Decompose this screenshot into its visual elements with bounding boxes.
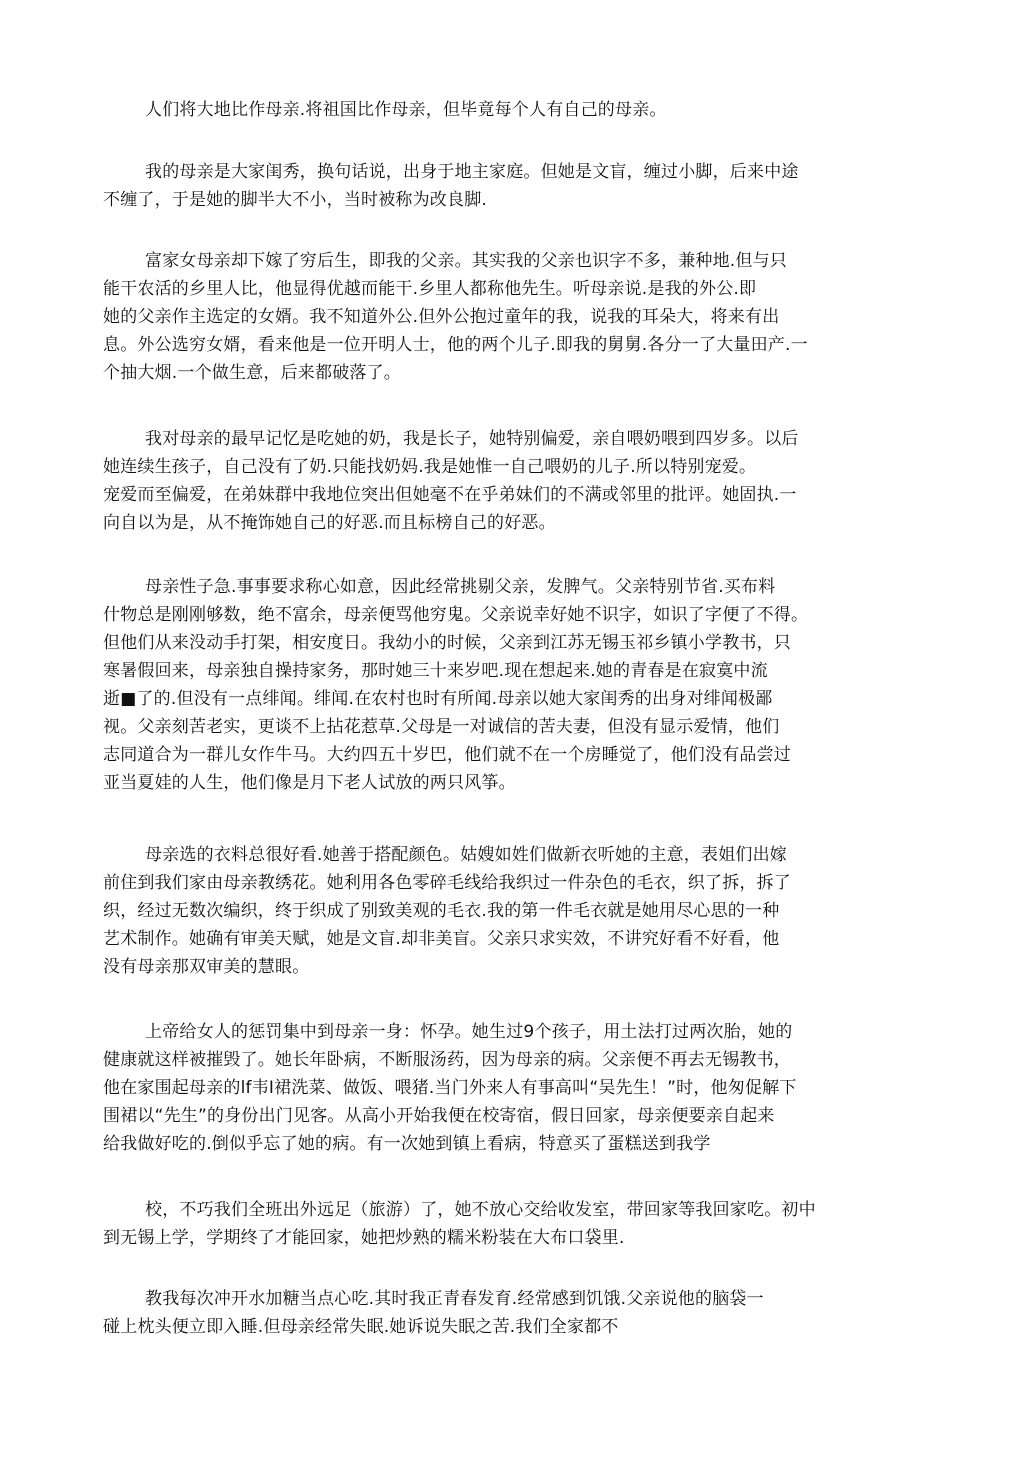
text-line: 我对母亲的最早记忆是吃她的奶，我是长子，她特别偏爱，亲自喂奶喂到四岁多。以后 bbox=[145, 429, 799, 449]
text-line: 什物总是刚刚够数，绝不富余，母亲便骂他穷鬼。父亲说幸好她不识字，如识了字便了不得。 bbox=[103, 605, 809, 625]
paragraph-9 bbox=[103, 1285, 903, 1341]
text-line: 逝■了的.但没有一点绯闻。绯闻.在农村也时有所闻.母亲以她大家闺秀的出身对绯闻极鄙 bbox=[103, 689, 773, 709]
paragraph-1 bbox=[103, 96, 903, 124]
text-line: 母亲选的衣料总很好看.她善于搭配颜色。姑嫂如姓们做新衣听她的主意，表姐们出嫁 bbox=[145, 845, 788, 865]
text-line: 他在家围起母亲的lf韦I裙洗菜、做饭、喂猪.当门外来人有事高叫“吴先生！”时，他匆促解下 bbox=[103, 1078, 797, 1098]
paragraph-8 bbox=[103, 1196, 903, 1252]
text-line: 富家女母亲却下嫁了穷后生，即我的父亲。其实我的父亲也识字不多，兼种地.但与只 bbox=[145, 251, 788, 271]
text-line: 母亲性子急.事事要求称心如意，因此经常挑剔父亲，发脾气。父亲特别节省.买布料 bbox=[145, 577, 776, 597]
paragraph-2 bbox=[103, 158, 903, 214]
text-line: 能干农活的乡里人比，他显得优越而能干.乡里人都称他先生。听母亲说.是我的外公.即 bbox=[103, 279, 757, 299]
paragraph-7 bbox=[103, 1018, 903, 1158]
text-line: 人们将大地比作母亲.将祖国比作母亲，但毕竟每个人有自己的母亲。 bbox=[145, 100, 667, 120]
text-line: 到无锡上学，学期终了才能回家，她把炒熟的糯米粉装在大布口袋里. bbox=[103, 1228, 625, 1248]
text-line: 没有母亲那双审美的慧眼。 bbox=[103, 957, 310, 977]
text-line: 我的母亲是大家闺秀，换句话说，出身于地主家庭。但她是文盲，缠过小脚，后来中途 bbox=[145, 162, 799, 182]
text-line: 息。外公选穷女婿，看来他是一位开明人士，他的两个儿子.即我的舅舅.各分一了大量田产.一 bbox=[103, 335, 808, 355]
text-line: 织，经过无数次编织，终于织成了别致美观的毛衣.我的第一件毛衣就是她用尽心思的一种 bbox=[103, 901, 780, 921]
text-line: 但他们从来没动手打架，相安度日。我幼小的时候，父亲到江苏无锡玉祁乡镇小学教书，只 bbox=[103, 633, 791, 653]
text-line: 艺术制作。她确有审美天赋，她是文盲.却非美盲。父亲只求实效，不讲究好看不好看，他 bbox=[103, 929, 780, 949]
text-line: 不缠了，于是她的脚半大不小，当时被称为改良脚. bbox=[103, 190, 488, 210]
text-line: 健康就这样被摧毁了。她长年卧病，不断服汤药，因为母亲的病。父亲便不再去无锡教书， bbox=[103, 1050, 791, 1070]
paragraph-4 bbox=[103, 425, 903, 537]
paragraph-6 bbox=[103, 841, 903, 981]
text-line: 寒暑假回来，母亲独自操持家务，那时她三十来岁吧.现在想起来.她的青春是在寂寞中流 bbox=[103, 661, 768, 681]
text-line: 上帝给女人的惩罚集中到母亲一身：怀孕。她生过9个孩子，用土法打过两次胎，她的 bbox=[145, 1022, 793, 1042]
paragraph-5 bbox=[103, 573, 903, 797]
text-line: 宠爱而至偏爱，在弟妹群中我地位突出但她毫不在乎弟妹们的不满或邻里的批评。她固执.一 bbox=[103, 485, 797, 505]
text-line: 校，不巧我们全班出外远足（旅游）了，她不放心交给收发室，带回家等我回家吃。初中 bbox=[145, 1200, 816, 1220]
text-line: 围裙以“先生”的身份出门见客。从高小开始我便在校寄宿，假日回家，母亲便要亲自起来 bbox=[103, 1106, 775, 1126]
text-line: 视。父亲刻苦老实，更谈不上拈花惹草.父母是一对诚信的苦夫妻，但没有显示爱情，他们 bbox=[103, 717, 780, 737]
text-line: 个抽大烟.一个做生意，后来都破落了。 bbox=[103, 363, 402, 383]
paragraph-3 bbox=[103, 247, 903, 387]
text-line: 她的父亲作主选定的女婿。我不知道外公.但外公抱过童年的我，说我的耳朵大，将来有出 bbox=[103, 307, 780, 327]
text-line: 志同道合为一群儿女作牛马。大约四五十岁巴，他们就不在一个房睡觉了，他们没有品尝过 bbox=[103, 745, 791, 765]
text-line: 教我每次冲开水加糖当点心吃.其时我正青春发育.经常感到饥饿.父亲说他的脑袋一 bbox=[145, 1289, 764, 1309]
text-line: 向自以为是，从不掩饰她自己的好恶.而且标榜自己的好恶。 bbox=[103, 513, 556, 533]
text-line: 给我做好吃的.倒似乎忘了她的病。有一次她到镇上看病，特意买了蛋糕送到我学 bbox=[103, 1134, 711, 1154]
text-line: 碰上枕头便立即入睡.但母亲经常失眠.她诉说失眠之苦.我们全家都不 bbox=[103, 1317, 619, 1337]
text-line: 她连续生孩子，自己没有了奶.只能找奶妈.我是她惟一自己喂奶的儿子.所以特别宠爱。 bbox=[103, 457, 757, 477]
text-line: 前住到我们家由母亲教绣花。她利用各色零碎毛线给我织过一件杂色的毛衣，织了拆，拆了 bbox=[103, 873, 791, 893]
text-line: 亚当夏娃的人生，他们像是月下老人试放的两只风筝。 bbox=[103, 773, 516, 793]
